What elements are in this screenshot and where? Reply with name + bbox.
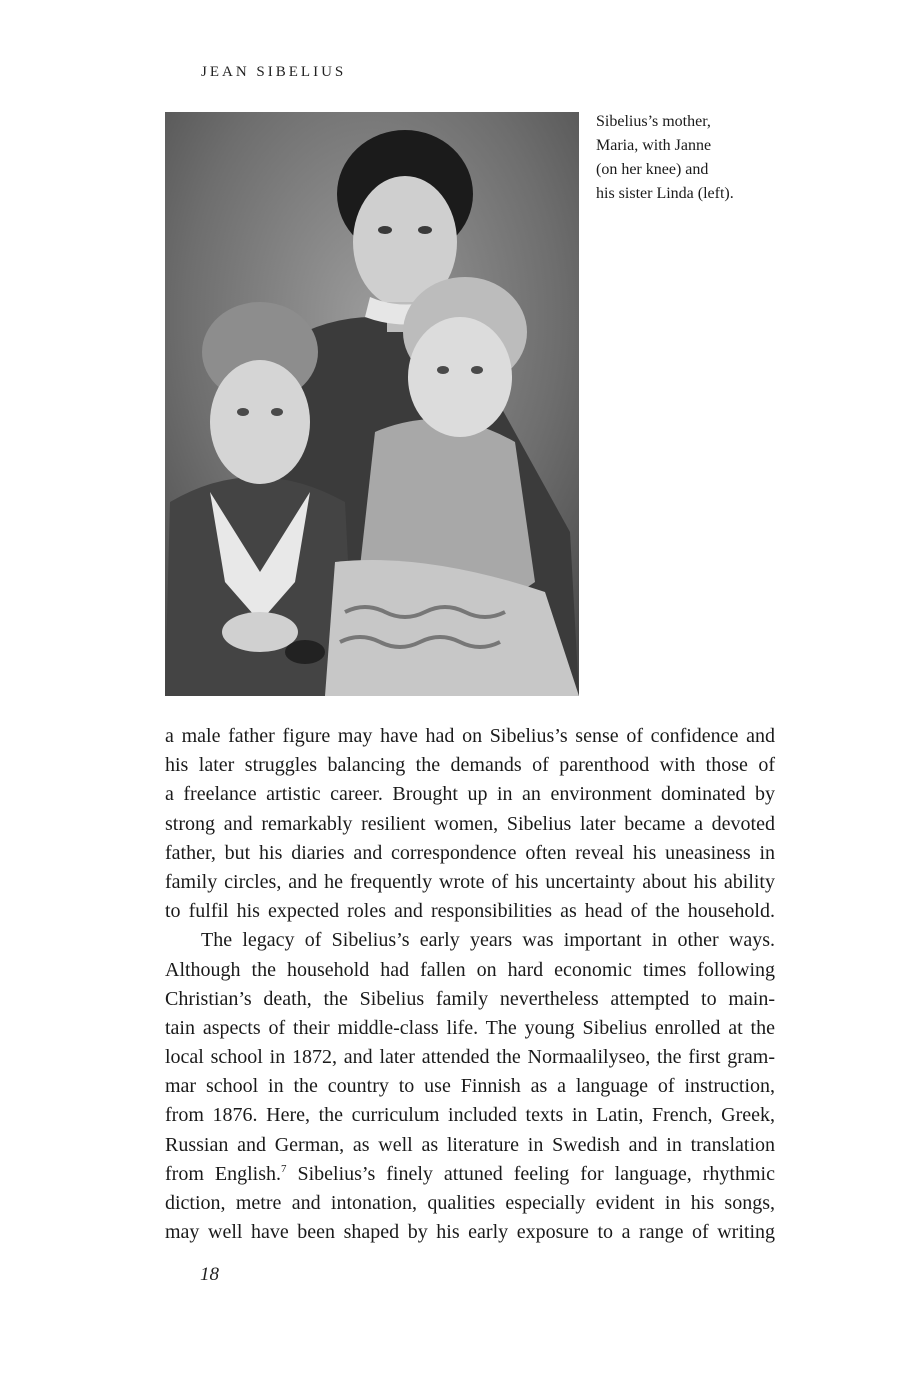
running-head: JEAN SIBELIUS xyxy=(201,64,347,80)
text-line: The legacy of Sibelius’s early years was important in other ways. xyxy=(201,929,775,952)
caption-line: his sister Linda (left). xyxy=(596,185,734,202)
paragraph-2 xyxy=(165,926,775,1247)
photo-caption xyxy=(596,110,786,206)
text-line: from 1876. Here, the curriculum included texts in Latin, French, Greek, xyxy=(165,1104,775,1127)
text-segment: Sibelius’s finely attuned feeling for language, rhythmic xyxy=(286,1162,775,1185)
footnote-marker[interactable]: 7 xyxy=(280,1162,287,1175)
paragraph-1 xyxy=(165,722,775,926)
text-segment: from English. xyxy=(165,1162,281,1185)
text-line: local school in 1872, and later attended the Normaalilyseo, the first gram- xyxy=(165,1046,775,1069)
text-line: diction, metre and intonation, qualities especially evident in his songs, xyxy=(165,1192,775,1214)
caption-line: (on her knee) and xyxy=(596,161,709,178)
photograph xyxy=(165,112,579,696)
text-line: family circles, and he frequently wrote of his uncertainty about his ability xyxy=(165,870,775,893)
photograph-icon xyxy=(165,112,579,696)
text-line: may well have been shaped by his early exposure to a range of writing xyxy=(165,1221,775,1244)
text-line: father, but his diaries and correspondence often reveal his uneasiness in xyxy=(165,841,775,864)
text-line: strong and remarkably resilient women, Sibelius later became a devoted xyxy=(165,812,775,835)
text-line: mar school in the country to use Finnish as a language of instruction, xyxy=(165,1075,775,1098)
text-line: Christian’s death, the Sibelius family nevertheless attempted to main- xyxy=(165,987,775,1010)
text-line-with-footnote xyxy=(165,1160,775,1189)
caption-line: Maria, with Janne xyxy=(596,137,712,154)
caption-line: Sibelius’s mother, xyxy=(596,113,711,130)
text-line: a freelance artistic career. Brought up in an environment dominated by xyxy=(165,783,775,806)
text-line: tain aspects of their middle-class life. The young Sibelius enrolled at the xyxy=(165,1016,775,1039)
text-line: to fulfil his expected roles and responsibilities as head of the household. xyxy=(165,900,775,923)
text-line: Although the household had fallen on hard economic times following xyxy=(165,958,775,981)
page-number: 18 xyxy=(200,1264,219,1285)
text-line: a male father figure may have had on Sibelius’s sense of confidence and xyxy=(165,725,775,747)
text-line: Russian and German, as well as literature in Swedish and in translation xyxy=(165,1133,775,1156)
body-text xyxy=(165,722,775,1247)
text-line: his later struggles balancing the demands of parenthood with those of xyxy=(165,754,775,777)
